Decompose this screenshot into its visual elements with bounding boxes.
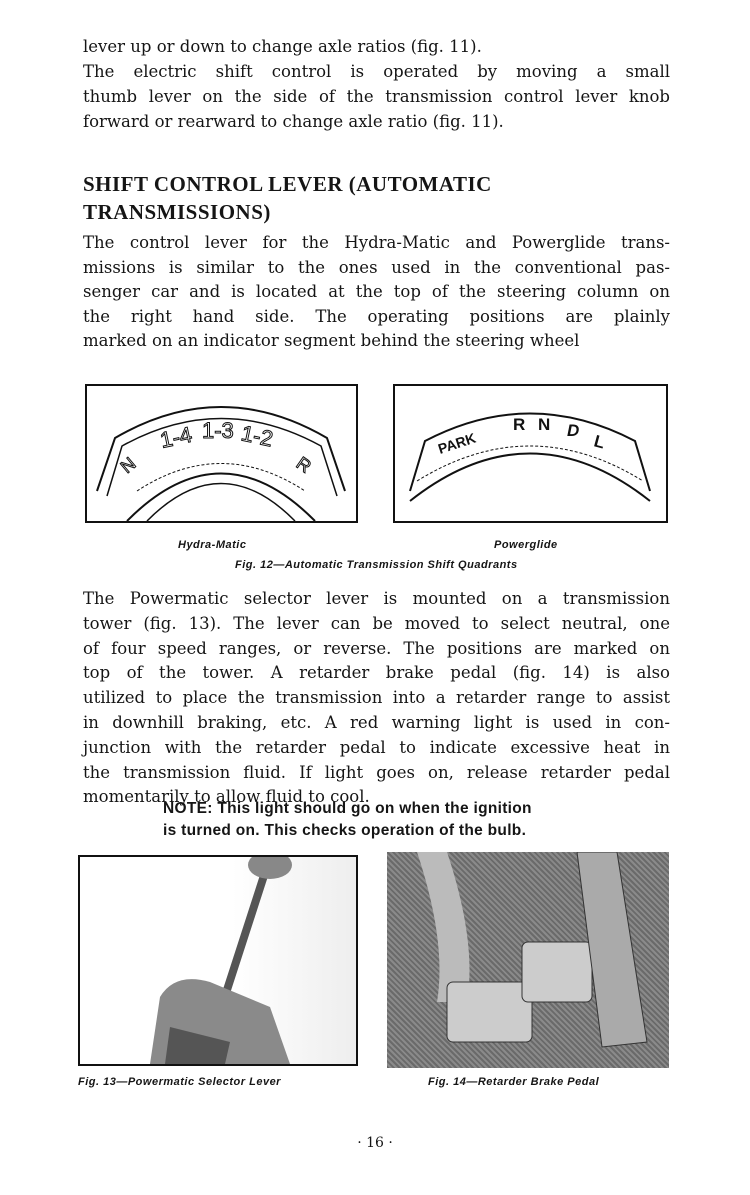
mark-1-4: 1-4 [157,421,195,453]
text-line: momentarily to allow fluid to cool. [83,787,370,807]
section-heading: SHIFT CONTROL LEVER (AUTOMATIC [83,172,492,196]
hydramatic-quadrant-figure [85,384,358,523]
text-line: senger car and is located at the top of the steering column on [83,282,670,301]
mark-n: N [116,453,140,478]
text-line: top of the tower. A retarder brake pedal (fig. 14) is also [83,663,670,683]
page-number: · 16 · [357,1135,393,1151]
mark-1-2: 1-2 [238,420,276,452]
fig14-retarder-pedal-photo [387,852,669,1068]
fig14-caption: Fig. 14—Retarder Brake Pedal [428,1076,600,1088]
text-line: The control lever for the Hydra-Matic and Powerglide trans- [83,233,670,252]
mark-d: D [567,421,580,440]
hydramatic-label: Hydra-Matic [178,539,247,551]
mark-r: R [292,452,315,477]
text-line: missions is similar to the ones used in the conventional pas- [83,257,670,277]
text-line: the transmission fluid. If light goes on, release retarder pedal [83,762,670,782]
text-line: forward or rearward to change axle ratio (fig. 11). [83,112,504,131]
text-line: utilized to place the transmission into a retarder range to assist [83,688,670,708]
text-line: marked on an indicator segment behind the steering wheel [83,331,580,350]
fig13-selector-lever-photo [78,855,358,1066]
text-line: The electric shift control is operated by moving a small [83,62,670,81]
mark-park: PARK [435,429,478,457]
mark-1-3: 1-3 [202,418,234,443]
note-line-2: is turned on. This checks operation of the bulb. [163,822,527,839]
text-line: junction with the retarder pedal to indicate excessive heat in [83,737,670,757]
text-line: in downhill braking, etc. A red warning light is used in con- [83,713,670,732]
text-line: thumb lever on the side of the transmission control lever knob [83,87,670,106]
mark-l: L [591,431,607,453]
mark-r: R [513,415,526,434]
mark-n: N [538,415,551,434]
powerglide-label: Powerglide [494,539,558,551]
powerglide-quadrant-figure [393,384,668,523]
section-heading-cont: TRANSMISSIONS) [83,200,271,224]
text-line: tower (fig. 13). The lever can be moved to select neutral, one [83,613,670,633]
text-line: of four speed ranges, or reverse. The positions are marked on [83,638,670,658]
text-line: The Powermatic selector lever is mounted on a transmission [83,589,670,608]
text-line: lever up or down to change axle ratios (fig. 11). [83,37,482,56]
text-line: the right hand side. The operating positions are plainly [83,306,670,326]
fig12-caption: Fig. 12—Automatic Transmission Shift Quadrants [235,559,518,571]
fig13-caption: Fig. 13—Powermatic Selector Lever [78,1076,281,1088]
note-line-1: NOTE: This light should go on when the ignition [163,800,532,817]
